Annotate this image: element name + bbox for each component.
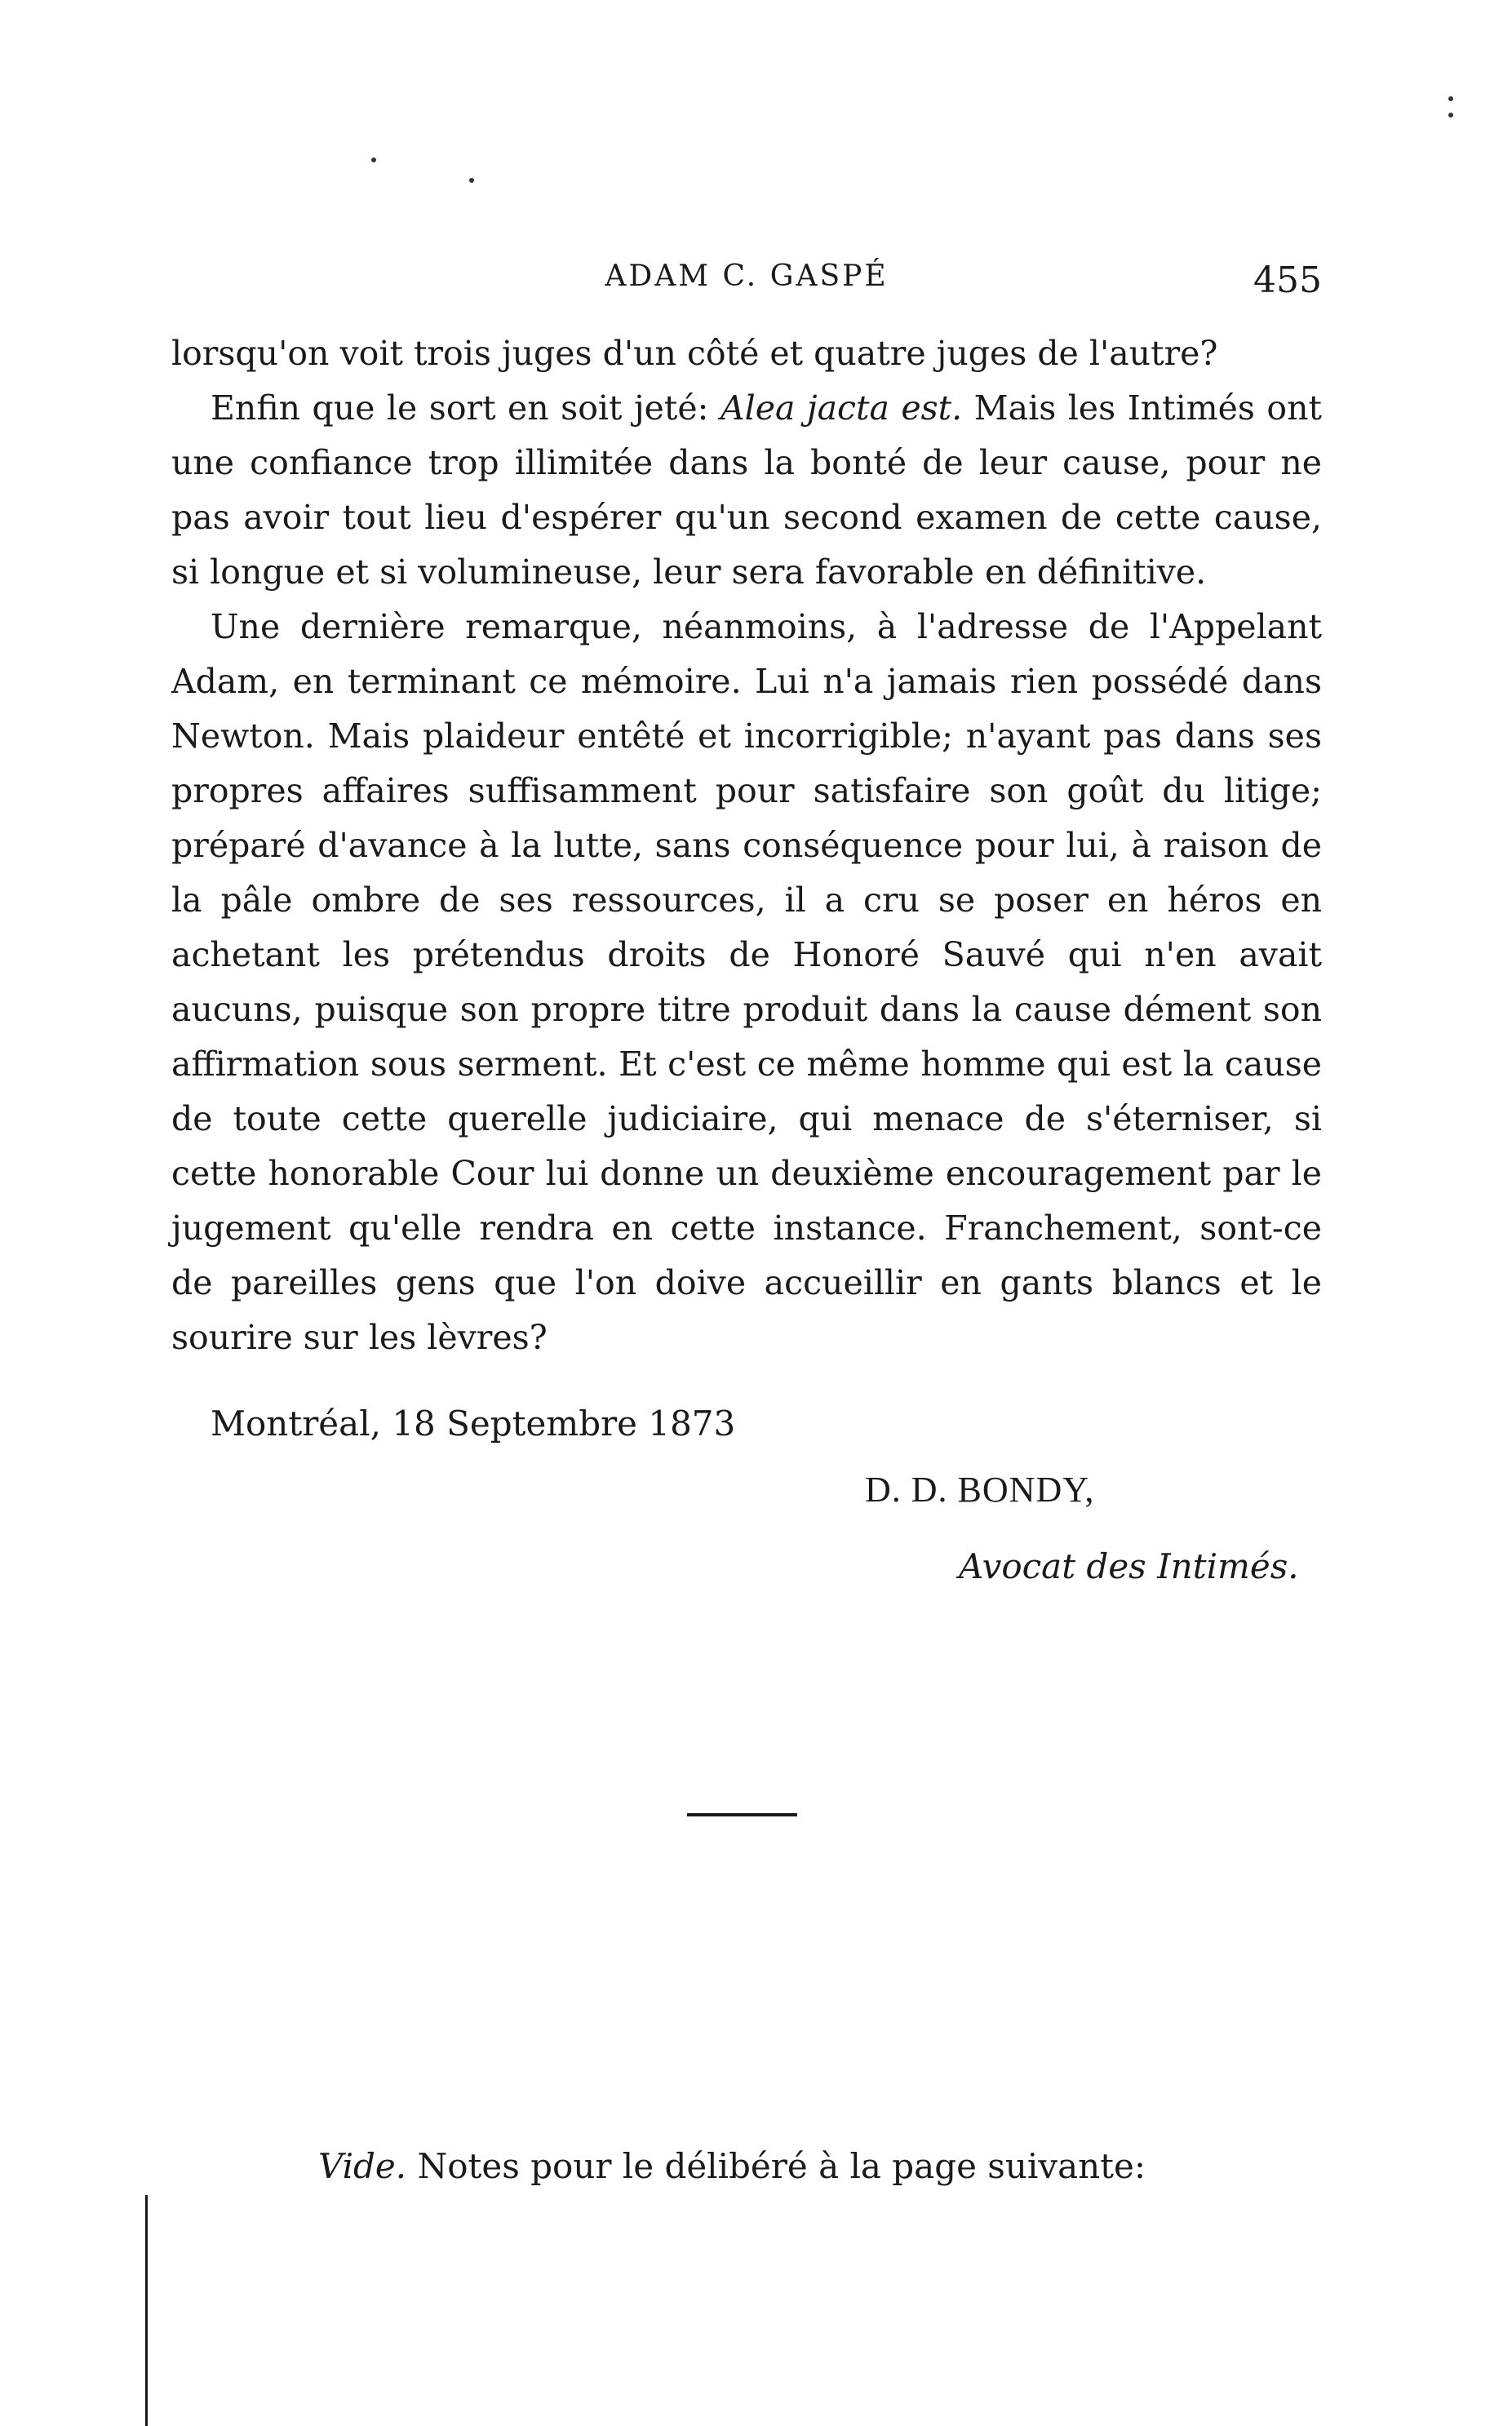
scan-speck [469, 178, 474, 183]
paragraph [171, 600, 1322, 1365]
dateline: Montréal, 18 Septembre 1873 [211, 1404, 736, 1444]
paragraph-text: Une dernière remarque, néanmoins, à l'adresse de l'Appelant Adam, en terminant ce mémoire. Lui n'a jamais rien possédé dans Newton. Mais plaideur entêté et incorrigible; n'ayant pas dans ses propres affaires suffisamment pour satisfaire son goût du litige; préparé d'avance à la lutte, sans conséquence pour lui, à raison de la pâle ombre de ses ressources, il a cru se poser en héros en achetant les prétendus droits de Honoré Sauvé qui n'en avait aucuns, puisque son propre titre produit dans la cause dément son affirmation sous serment. Et c'est ce même homme qui est la cause de toute cette querelle judiciaire, qui menace de s'éterniser, si cette honorable Cour lui donne un deuxième encouragement par le jugement qu'elle rendra en cette instance. Franchement, sont-ce de pareilles gens que l'on doive accueillir en gants blancs et le sourire sur les lèvres? [171, 607, 1322, 1357]
scan-speck [1448, 113, 1453, 118]
body-text [171, 326, 1322, 1365]
running-head: ADAM C. GASPÉ [605, 259, 889, 293]
vide-label: Vide. [318, 2146, 407, 2186]
margin-line [145, 2195, 148, 2426]
footer-note-text: Notes pour le délibéré à la page suivante: [406, 2146, 1146, 2186]
scan-speck [371, 157, 376, 162]
page-number: 455 [1253, 259, 1322, 301]
paragraph-text: lorsqu'on voit trois juges d'un côté et quatre juges de l'autre? [171, 334, 1218, 373]
paragraph [171, 326, 1322, 381]
signature-title: Avocat des Intimés. [959, 1546, 1299, 1586]
footer-note [318, 2146, 1146, 2186]
scan-speck [1448, 96, 1453, 101]
signature-name: D. D. BONDY, [865, 1470, 1095, 1510]
page-header [171, 259, 1322, 300]
latin-phrase: Alea jacta est. [720, 388, 963, 428]
paragraph [171, 381, 1322, 600]
paragraph-text: Mais les Intimés ont une confiance trop illimitée dans la bonté de leur cause, pour ne pas avoir tout lieu d'espérer qu'un second examen de cette cause, si longue et si volumineuse, leur sera favorable en définitive. [171, 388, 1322, 592]
section-rule [687, 1813, 797, 1816]
paragraph-text: Enfin que le sort en soit jeté: [211, 388, 721, 428]
